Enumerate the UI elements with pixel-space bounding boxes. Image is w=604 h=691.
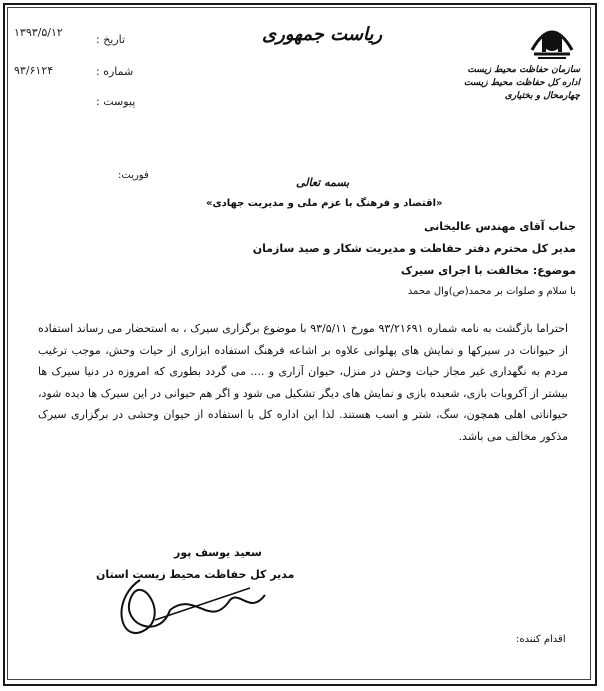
slogan: «اقتصاد و فرهنگ با عزم ملی و مدیریت جهادی»	[206, 198, 443, 209]
environment-organization-logo	[528, 20, 576, 62]
letter-body-paragraph: احتراما بازگشت به نامه شماره ۹۳/۲۱۶۹۱ مورخ ۹۳/۵/۱۱ با موضوع برگزاری سیرک ، به استحضار می رساند استفاده از حیوانات در سیرکها و نمایش های پهلوانی علاوه بر اشاعه فرهنگ استفاده ابزاری از حیات وحش، موجب ترغیب مردم به نگهداری غیر مجاز حیات وحش در منزل، حیوان آزاری و .... می گردد بطوری که امروزه در دنیا سیرک ها بیشتر از آکروبات بازی، شعبده بازی و نمایش های دیگر تشکیل می شود و اگر هم حیوانی در این سیرک ها دیده شود، حیواناتی اهلی همچون، سگ، شتر و اسب هستند. لذا این اداره کل با استفاده از حیوان وحشی در برگزاری سیرک مذکور مخالف می باشد.	[38, 322, 569, 443]
date-label: تاریخ :	[96, 33, 126, 46]
urgency-label: فوریت:	[118, 170, 149, 181]
signatory-position: مدیر کل حفاظت محیط زیست استان	[96, 568, 295, 581]
letter-body	[38, 318, 568, 447]
organization-line-3: چهارمحال و بختیاری	[504, 91, 580, 101]
organization-line-1: سازمان حفاظت محیط زیست	[467, 65, 580, 75]
recipient-title: مدیر کل محترم دفتر حفاظت و مدیریت شکار و صید سازمان	[252, 242, 576, 255]
organization-name	[463, 64, 580, 103]
basmala: بسمه تعالی	[296, 176, 350, 189]
organization-line-2: اداره کل حفاظت محیط زیست	[463, 78, 580, 88]
number-label: شماره :	[96, 65, 134, 78]
number-value: ۹۳/۶۱۲۴	[14, 64, 54, 77]
attachment-label: پیوست :	[96, 95, 136, 108]
signatory-name: سعید یوسف پور	[174, 546, 262, 559]
page-title: ریاست جمهوری	[262, 24, 383, 45]
action-officer-label: اقدام کننده:	[516, 634, 566, 645]
subject-line: موضوع: مخالفت با اجرای سیرک	[400, 264, 576, 277]
date-value: ۱۳۹۳/۵/۱۲	[14, 26, 63, 39]
greeting-line: با سلام و صلوات بر محمد(ص)وال محمد	[407, 286, 576, 297]
recipient-name: جناب آقای مهندس عالیخانی	[424, 220, 576, 233]
